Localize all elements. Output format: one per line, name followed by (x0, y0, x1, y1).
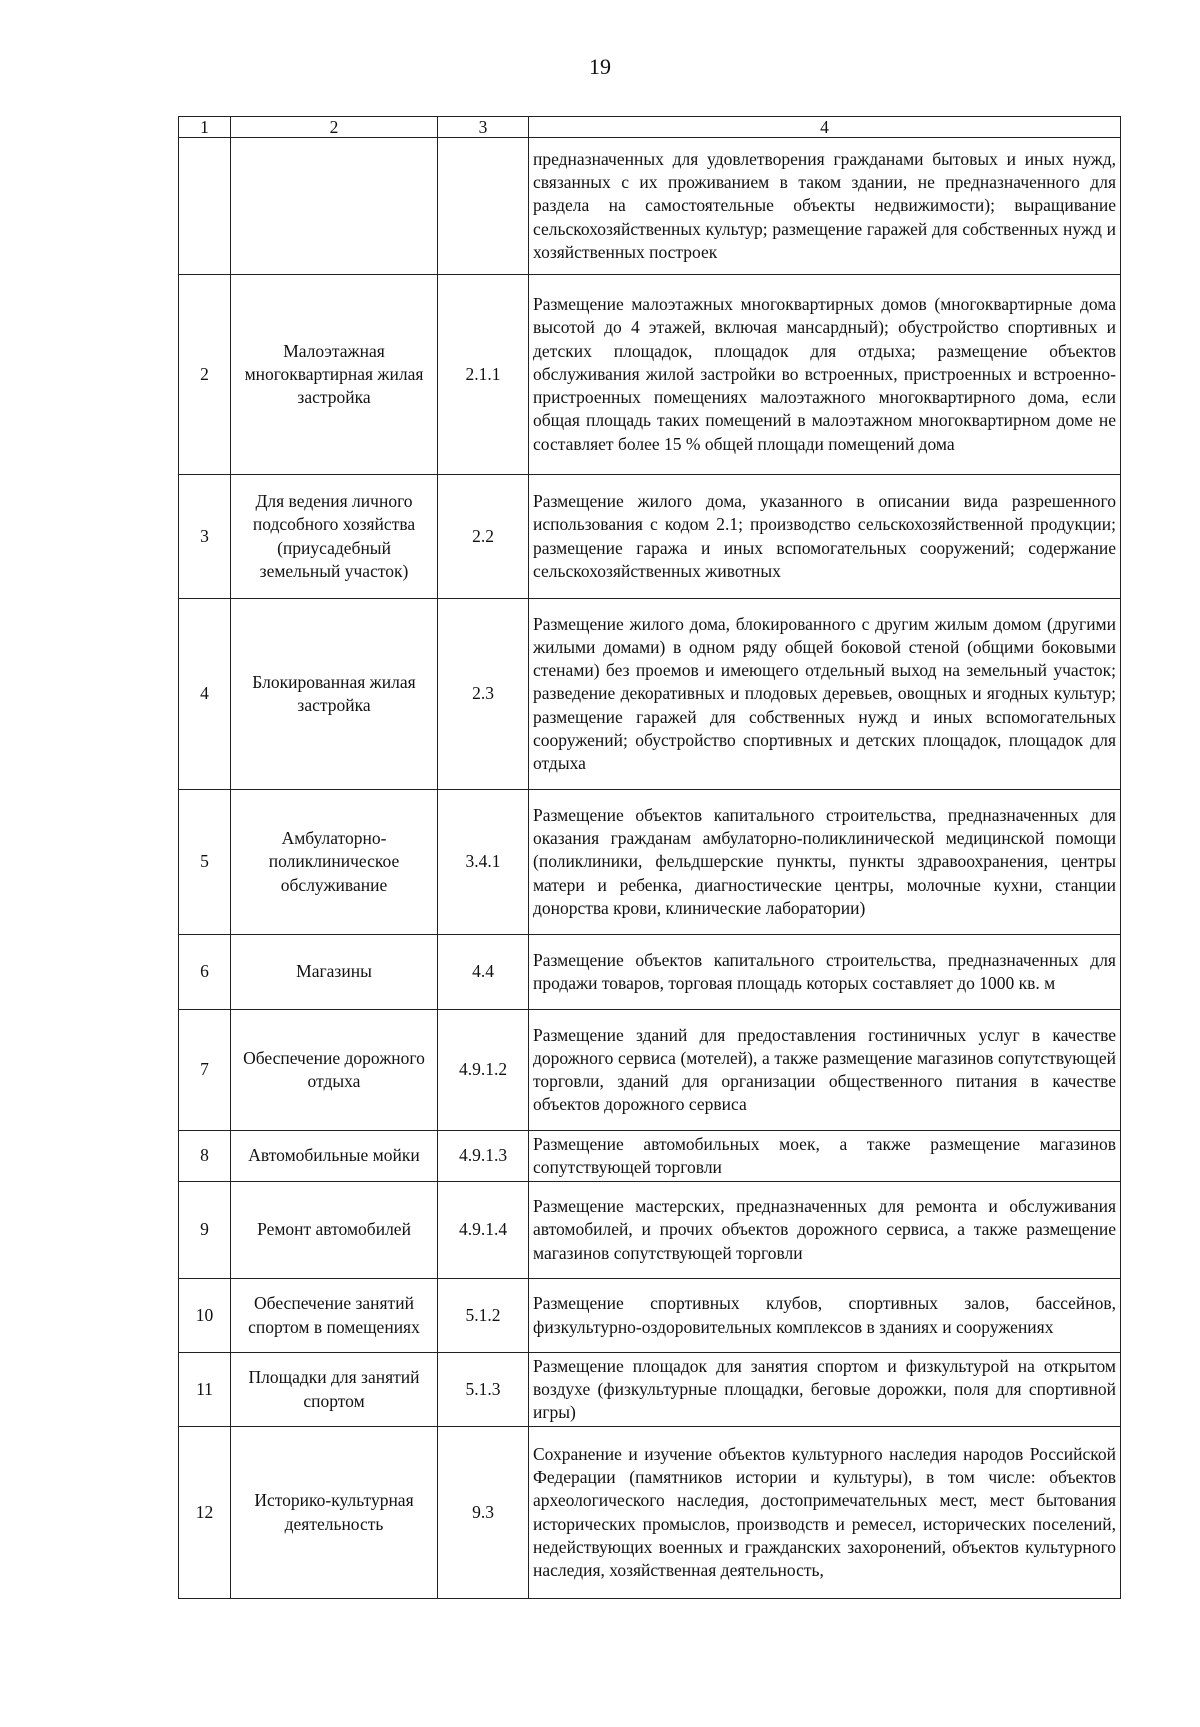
table-row (179, 475, 1121, 599)
use-type-description: Размещение площадок для занятия спортом и физкультурой на открытом воздухе (физкультурные площадки, беговые дорожки, поля для спортивной игры) (529, 1353, 1121, 1427)
column-header: 4 (529, 117, 1121, 138)
use-type-description: Размещение объектов капитального строительства, предназначенных для оказания гражданам амбулаторно-поликлинической медицинской помощи (поликлиники, фельдшерские пункты, пункты здравоохранения, центры матери и ребенка, диагностические центры, молочные кухни, станции донорства крови, клинические лаборатории) (529, 790, 1121, 935)
row-number: 3 (179, 475, 231, 599)
row-number (179, 138, 231, 275)
use-type-name: Блокированная жилая застройка (231, 599, 438, 790)
use-type-code: 4.9.1.4 (438, 1182, 529, 1279)
table-row (179, 138, 1121, 275)
use-type-description: Размещение жилого дома, блокированного с другим жилым домом (другими жилыми домами) в одном ряду общей боковой стеной (общими боковыми стенами) без проемов и имеющего отдельный выход на земельный участок; разведение декоративных и плодовых деревьев, овощных и ягодных культур; размещение гаражей для собственных нужд и иных вспомогательных сооружений; обустройство спортивных и детских площадок, площадок для отдыха (529, 599, 1121, 790)
use-type-description: Размещение мастерских, предназначенных для ремонта и обслуживания автомобилей, и прочих объектов дорожного сервиса, а также размещение магазинов сопутствующей торговли (529, 1182, 1121, 1279)
use-type-name: Автомобильные мойки (231, 1131, 438, 1182)
table-row (179, 1279, 1121, 1353)
use-type-name: Обеспечение дорожного отдыха (231, 1010, 438, 1131)
use-type-name: Историко-культурная деятельность (231, 1427, 438, 1599)
use-type-name: Амбулаторно-поликлиническое обслуживание (231, 790, 438, 935)
use-type-description: Размещение спортивных клубов, спортивных залов, бассейнов, физкультурно-оздоровительных комплексов в зданиях и сооружениях (529, 1279, 1121, 1353)
use-type-code (438, 138, 529, 275)
use-type-code: 2.1.1 (438, 275, 529, 475)
use-type-code: 4.9.1.3 (438, 1131, 529, 1182)
row-number: 2 (179, 275, 231, 475)
table-row (179, 1182, 1121, 1279)
use-type-name: Малоэтажная многоквартирная жилая застройка (231, 275, 438, 475)
use-type-description: Размещение зданий для предоставления гостиничных услуг в качестве дорожного сервиса (мотелей), а также размещение магазинов сопутствующей торговли, зданий для организации общественного питания в качестве объектов дорожного сервиса (529, 1010, 1121, 1131)
column-header: 1 (179, 117, 231, 138)
use-type-code: 9.3 (438, 1427, 529, 1599)
use-type-code: 5.1.3 (438, 1353, 529, 1427)
page-number: 19 (589, 54, 611, 79)
use-type-description: предназначенных для удовлетворения гражданами бытовых и иных нужд, связанных с их проживанием в таком здании, не предназначенного для раздела на самостоятельные объекты недвижимости); выращивание сельскохозяйственных культур; размещение гаражей для собственных нужд и хозяйственных построек (529, 138, 1121, 275)
use-type-code: 4.9.1.2 (438, 1010, 529, 1131)
row-number: 12 (179, 1427, 231, 1599)
table-row (179, 599, 1121, 790)
use-type-name: Обеспечение занятий спортом в помещениях (231, 1279, 438, 1353)
use-type-code: 3.4.1 (438, 790, 529, 935)
row-number: 6 (179, 935, 231, 1010)
use-type-name: Ремонт автомобилей (231, 1182, 438, 1279)
use-type-description: Размещение автомобильных моек, а также размещение магазинов сопутствующей торговли (529, 1131, 1121, 1182)
land-use-table (178, 116, 1121, 1599)
column-header: 3 (438, 117, 529, 138)
use-type-description: Сохранение и изучение объектов культурного наследия народов Российской Федерации (памятников истории и культуры), в том числе: объектов археологического наследия, достопримечательных мест, мест бытования исторических промыслов, производств и ремесел, исторических поселений, недействующих военных и гражданских захоронений, объектов культурного наследия, хозяйственная деятельность, (529, 1427, 1121, 1599)
table-header-row (179, 117, 1121, 138)
row-number: 8 (179, 1131, 231, 1182)
table-row (179, 1010, 1121, 1131)
use-type-name: Магазины (231, 935, 438, 1010)
use-type-code: 2.3 (438, 599, 529, 790)
column-header: 2 (231, 117, 438, 138)
table-row (179, 790, 1121, 935)
use-type-description: Размещение малоэтажных многоквартирных домов (многоквартирные дома высотой до 4 этажей, включая мансардный); обустройство спортивных и детских площадок, площадок для отдыха; размещение объектов обслуживания жилой застройки во встроенных, пристроенных и встроенно-пристроенных помещениях малоэтажного многоквартирного дома, если общая площадь таких помещений в малоэтажном многоквартирном доме не составляет более 15 % общей площади помещений дома (529, 275, 1121, 475)
row-number: 11 (179, 1353, 231, 1427)
use-type-code: 2.2 (438, 475, 529, 599)
use-type-name (231, 138, 438, 275)
table-row (179, 935, 1121, 1010)
use-type-name: Площадки для занятий спортом (231, 1353, 438, 1427)
table-row (179, 1353, 1121, 1427)
use-type-description: Размещение объектов капитального строительства, предназначенных для продажи товаров, торговая площадь которых составляет до 1000 кв. м (529, 935, 1121, 1010)
use-type-name: Для ведения личного подсобного хозяйства (приусадебный земельный участок) (231, 475, 438, 599)
use-type-description: Размещение жилого дома, указанного в описании вида разрешенного использования с кодом 2.1; производство сельскохозяйственной продукции; размещение гаража и иных вспомогательных сооружений; содержание сельскохозяйственных животных (529, 475, 1121, 599)
use-type-code: 4.4 (438, 935, 529, 1010)
row-number: 4 (179, 599, 231, 790)
table-row (179, 275, 1121, 475)
row-number: 10 (179, 1279, 231, 1353)
row-number: 9 (179, 1182, 231, 1279)
row-number: 7 (179, 1010, 231, 1131)
table-row (179, 1131, 1121, 1182)
row-number: 5 (179, 790, 231, 935)
use-type-code: 5.1.2 (438, 1279, 529, 1353)
table-row (179, 1427, 1121, 1599)
